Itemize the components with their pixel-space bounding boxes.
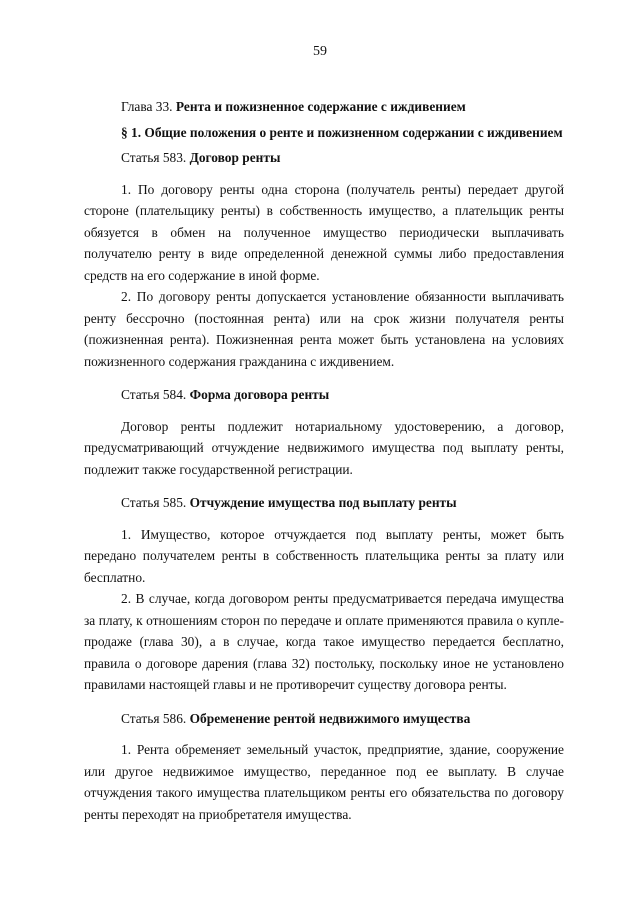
article-586-heading [84,708,564,730]
chapter-title: Рента и пожизненное содержание с иждивением [175,99,466,114]
section-heading [84,122,564,144]
chapter-heading [84,96,564,118]
article-prefix: Статья 584. [121,387,187,402]
article-prefix: Статья 585. [121,495,187,510]
article-583-paragraph-1: 1. По договору ренты одна сторона (получатель ренты) передает другой стороне (плательщику ренты) в собственность имущество, а плательщик ренты обязуется в обмен на полученное имущество периодически выплачивать получателю ренту в виде определенной денежной суммы либо предоставления средств на его содержание в иной форме. [84,181,564,283]
article-586-paragraph-1: 1. Рента обременяет земельный участок, предприятие, здание, сооружение или другое недвижимое имущество, переданное под ее выплату. В случае отчуждения такого имущества плательщиком ренты его обязательства по договору ренты переходят на приобретателя имущества. [84,742,564,822]
article-title: Форма договора ренты [189,387,330,402]
article-title: Обременение рентой недвижимого имущества [189,710,471,726]
article-title: Отчуждение имущества под выплату ренты [189,495,457,510]
article-583-heading [84,147,564,169]
article-584-paragraph-1: Договор ренты подлежит нотариальному удостоверению, а договор, предусматривающий отчуждение недвижимого имущества под выплату ренты, подлежит также государственной регистрации. [84,418,564,477]
page-number: 59 [313,44,327,59]
section-title: § 1. Общие положения о ренте и пожизненном содержании с иждивением [121,124,563,140]
article-title: Договор ренты [189,150,281,165]
article-prefix: Статья 583. [121,150,187,165]
article-prefix: Статья 586. [121,710,187,726]
chapter-prefix: Глава 33. [121,99,173,114]
article-584-heading [84,384,564,406]
document-body [84,96,564,825]
article-585-paragraph-1: 1. Имущество, которое отчуждается под выплату ренты, может быть передано получателем ренты в собственность плательщика ренты за плату или бесплатно. [84,526,564,585]
article-583-paragraph-2: 2. По договору ренты допускается установление обязанности выплачивать ренту бессрочно (постоянная рента) или на срок жизни получателя ренты (пожизненная рента). Пожизненная рента может быть установлена на условиях пожизненного содержания гражданина с иждивением. [84,289,564,369]
article-585-heading [84,492,564,514]
article-585-paragraph-2: 2. В случае, когда договором ренты предусматривается передача имущества за плату, к отношениям сторон по передаче и оплате применяются правила о купле-продаже (глава 30), а в случае, когда такое имущество передается бесплатно, правила о договоре дарения (глава 32) постольку, поскольку иное не установлено правилами настоящей главы и не противоречит существу договора ренты. [84,591,564,692]
